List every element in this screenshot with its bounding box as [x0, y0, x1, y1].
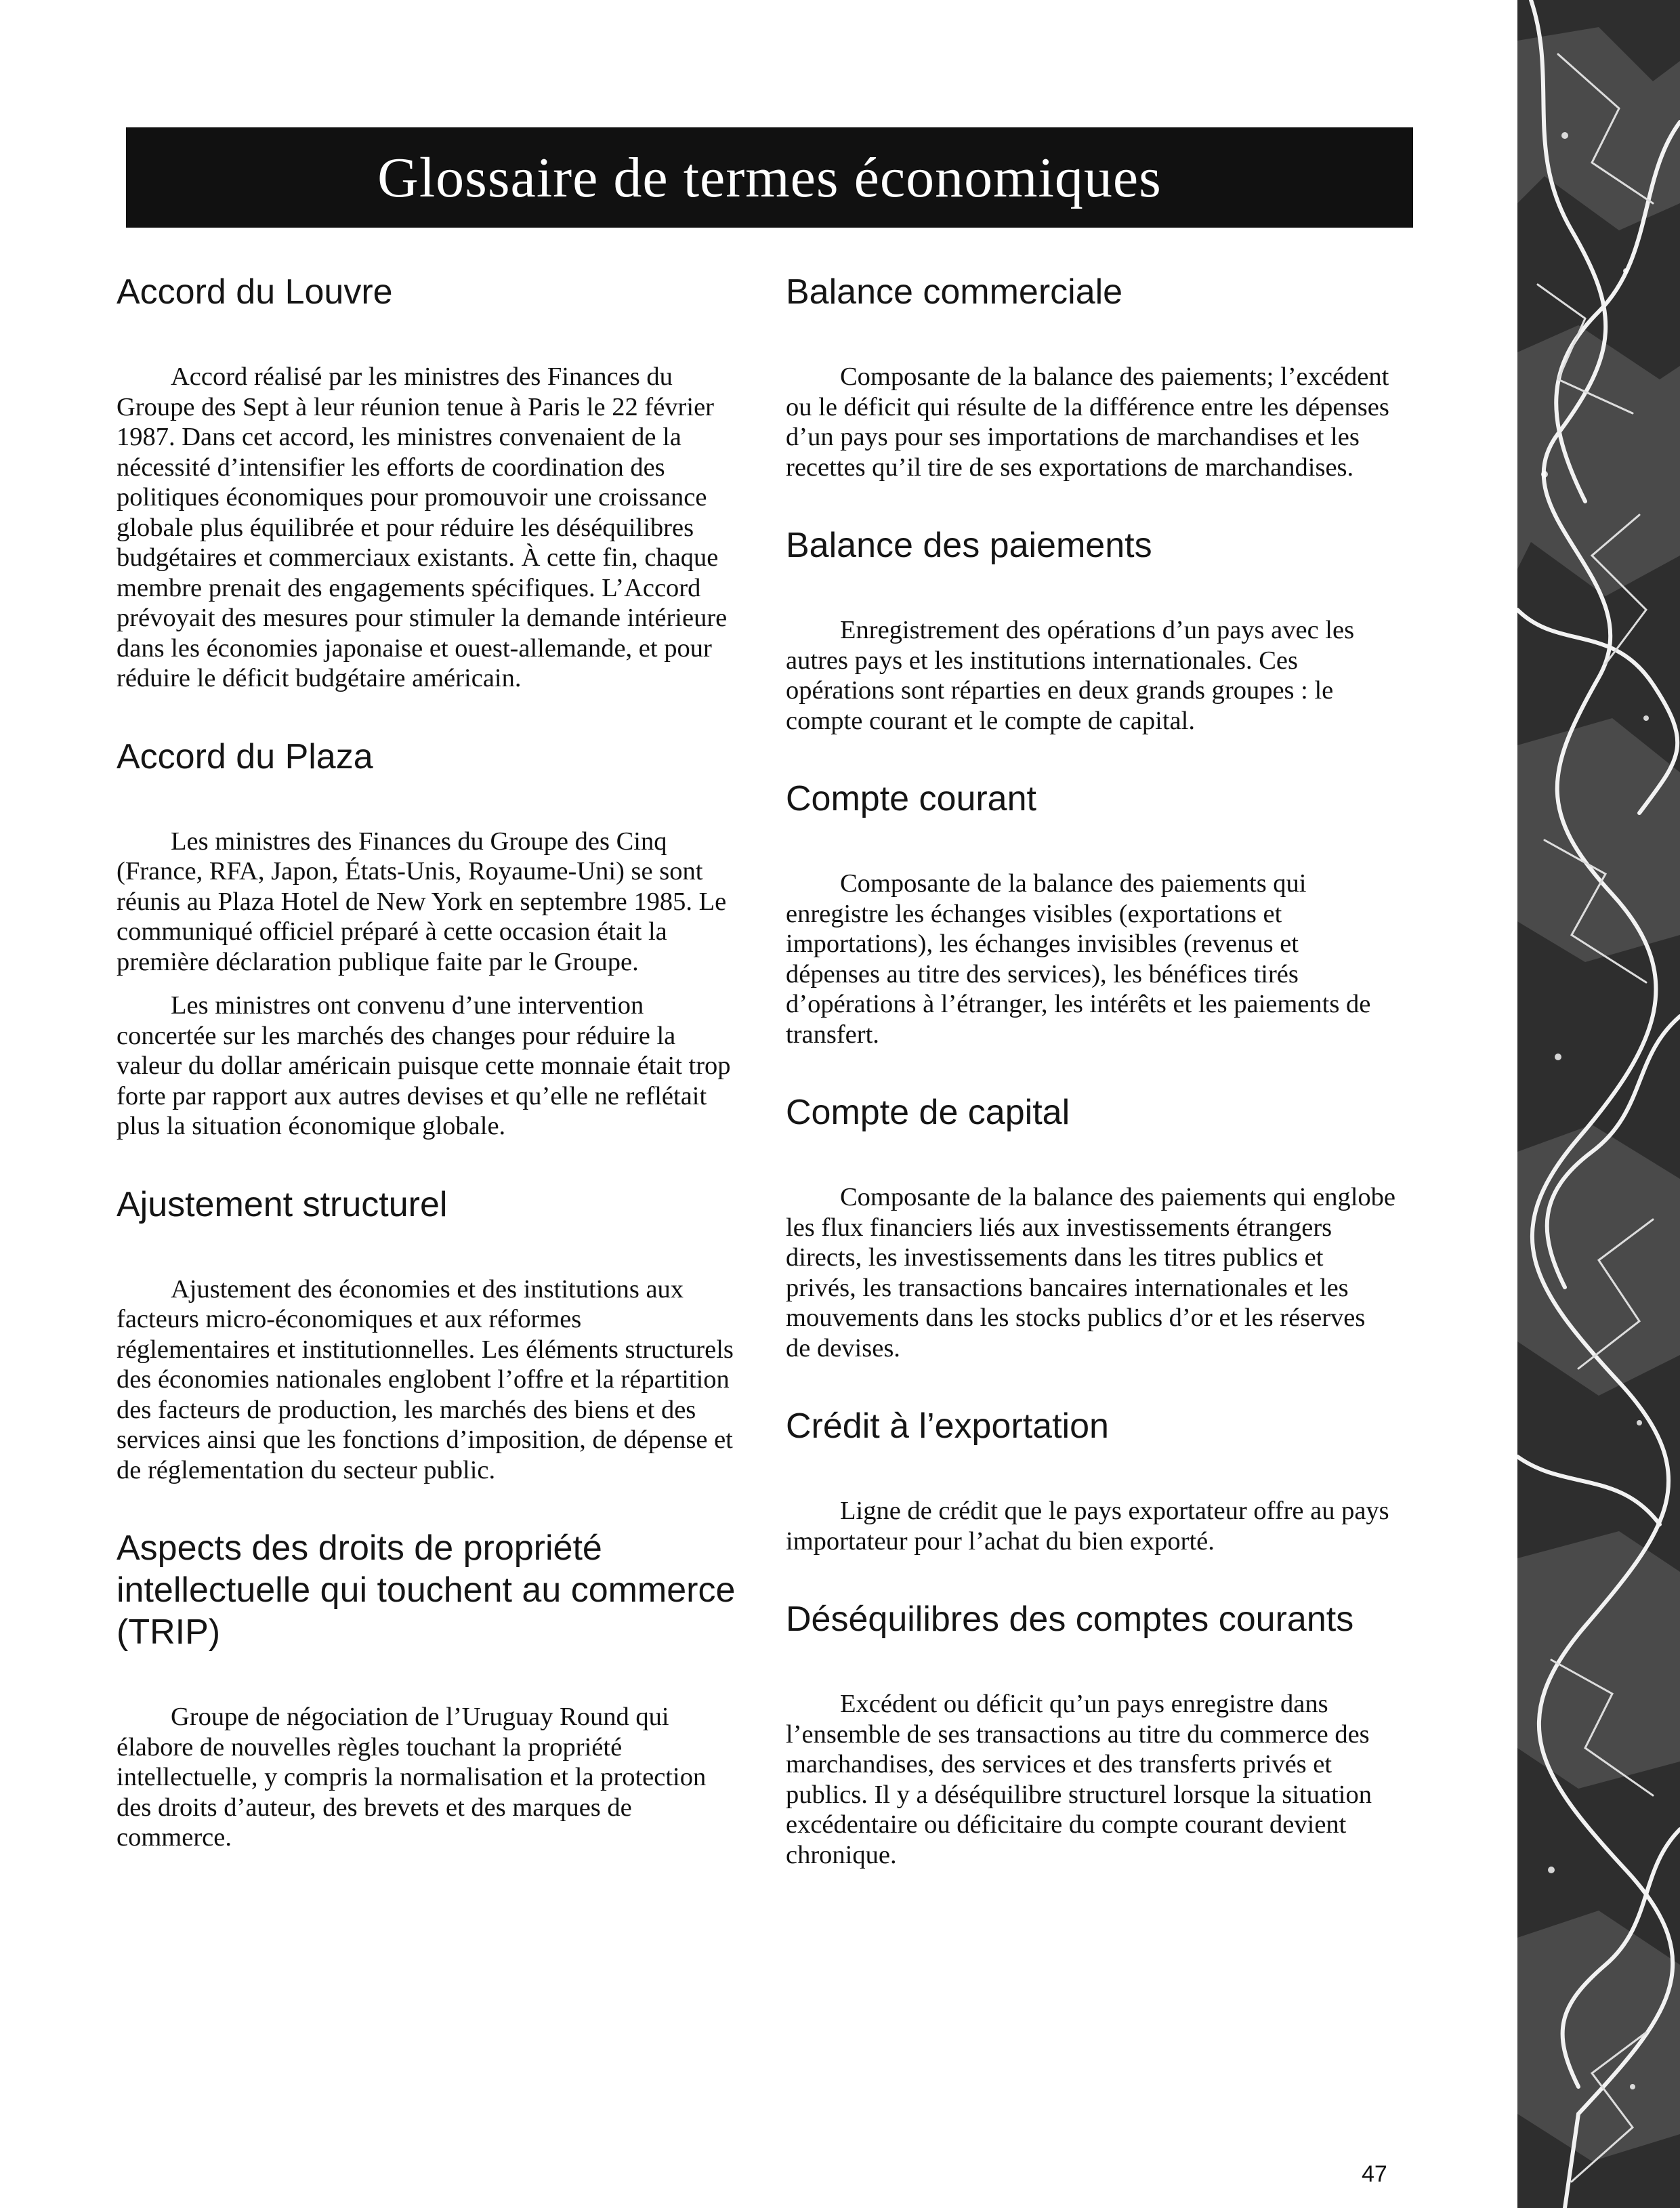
entry-term: Compte courant	[786, 779, 1036, 818]
entry-term: Accord du Plaza	[117, 736, 373, 776]
right-column	[786, 271, 1395, 1870]
entry-definition: Accord réalisé par les ministres des Finances du Groupe des Sept à leur réunion tenue à Paris le 22 février 1987. Dans cet accord, les ministres convenaient de la nécessité d’intensifier les efforts de coordination des politiques économiques pour promouvoir une croissance globale plus équilibrée et pour réduire les déséquilibres budgétaires et commerciaux existants. À cette fin, chaque membre prenait des engagements spécifiques. L’Accord prévoyait des mesures pour stimuler la demande intérieure dans les économies japonaise et ouest-allemande, et pour réduire le déficit budgétaire américain.	[117, 362, 728, 692]
glossary-entry	[786, 524, 1395, 736]
entry-definition: Composante de la balance des paiements qui enregistre les échanges visibles (exportations et importations), les échanges invisibles (revenus et dépenses au titre des services), les bénéfices tirés d’opérations à l’étranger, les intérêts et les paiements de transfert.	[786, 869, 1371, 1049]
entry-term: Ajustement structurel	[117, 1184, 448, 1224]
page-title: Glossaire de termes économiques	[377, 146, 1162, 209]
glossary-entry	[786, 271, 1395, 482]
entry-definition: Les ministres ont convenu d’une intervention concertée sur les marchés des changes pour réduire la valeur du dollar américain puisque cette monnaie était trop forte par rapport aux autres devises et qu’elle ne reflétait plus la situation économique globale.	[117, 991, 731, 1140]
marble-texture-decoration	[1517, 0, 1680, 2208]
glossary-entry	[786, 1091, 1395, 1363]
glossary-entry	[117, 271, 740, 694]
glossary-entry	[117, 1184, 740, 1486]
entry-term: Balance commerciale	[786, 272, 1123, 312]
entry-definition: Ligne de crédit que le pays exportateur offre au pays importateur pour l’achat du bien exporté.	[786, 1497, 1389, 1556]
glossary-entry	[117, 736, 740, 1142]
glossary-entry	[786, 1405, 1395, 1556]
entry-term: Déséquilibres des comptes courants	[786, 1600, 1354, 1639]
entry-term: Balance des paiements	[786, 526, 1152, 565]
entry-definition: Composante de la balance des paiements; l’excédent ou le déficit qui résulte de la différence entre les dépenses d’un pays pour ses importations de marchandises et les recettes qu’il tire de ses exportations de marchandises.	[786, 362, 1389, 482]
entry-definition: Excédent ou déficit qu’un pays enregistre dans l’ensemble de ses transactions au titre du commerce des marchandises, des services et des transferts privés et publics. Il y a déséquilibre structurel lorsque la situation excédentaire ou déficitaire du compte courant devient chronique.	[786, 1690, 1372, 1869]
glossary-entry	[786, 778, 1395, 1049]
glossary-entry	[117, 1527, 740, 1853]
glossary-entry	[786, 1598, 1395, 1870]
entry-term: Compte de capital	[786, 1093, 1070, 1132]
left-column	[117, 271, 740, 1853]
entry-definition: Enregistrement des opérations d’un pays avec les autres pays et les institutions internationales. Ces opérations sont réparties en deux grands groupes : le compte courant et le compte de capital.	[786, 616, 1355, 735]
page-number: 47	[1362, 2161, 1387, 2187]
entry-term: Aspects des droits de propriété intellectuelle qui touchent au commerce (TRIP)	[117, 1528, 736, 1652]
entry-definition: Les ministres des Finances du Groupe des Cinq (France, RFA, Japon, États-Unis, Royaume-Uni) se sont réunis au Plaza Hotel de New York en septembre 1985. Le communiqué officiel préparé à cette occasion était la première déclaration publique faite par le Groupe.	[117, 827, 727, 976]
entry-term: Crédit à l’exportation	[786, 1407, 1109, 1446]
entry-definition: Ajustement des économies et des institutions aux facteurs micro-économiques et aux réformes réglementaires et institutionnelles. Les éléments structurels des économies nationales englobent l’offre et la répartition des facteurs de production, les marchés des biens et des services ainsi que les fonctions d’imposition, de dépense et de réglementation du secteur public.	[117, 1274, 734, 1484]
title-banner	[126, 127, 1413, 228]
entry-definition: Composante de la balance des paiements qui englobe les flux financiers liés aux investissements étrangers directs, les investissements dans les titres publics et privés, les transactions bancaires internationales et les mouvements dans les stocks publics d’or et les réserves de devises.	[786, 1183, 1396, 1362]
entry-term: Accord du Louvre	[117, 272, 393, 312]
entry-definition: Groupe de négociation de l’Uruguay Round qui élabore de nouvelles règles touchant la propriété intellectuelle, y compris la normalisation et la protection des droits d’auteur, des brevets et des marques de commerce.	[117, 1703, 707, 1852]
